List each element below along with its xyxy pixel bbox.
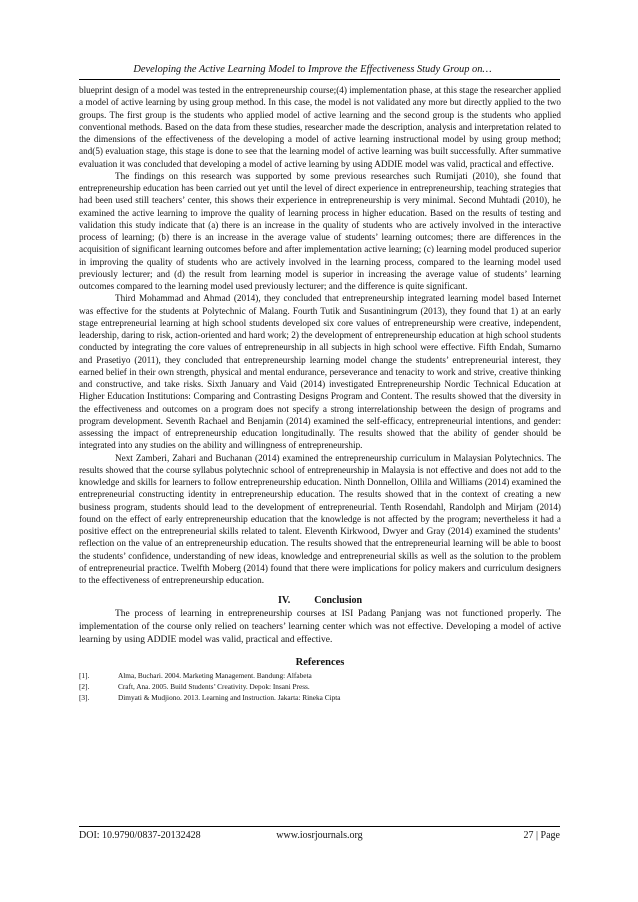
reference-text: Alma, Buchari. 2004. Marketing Management. Bandung: Alfabeta (118, 670, 312, 680)
paragraph-2: The findings on this research was supported by some previous researches such Rumijati (2010), she found that entrepreneurship education has been carried out yet until the level of direct experience in entrepreneurship, teaching strategies that had been used still teachers’ center, this shows their experience in entrepreneurship is very minimal. Second Muhtadi (2010), he examined the active learning to improve the quality of learning process in higher education. Based on the results of testing and validation this study indicate that (a) there is an increase in the quality of students who are actively involved in the interactive process of learning; (b) there is an increase in the average value of students’ learning outcomes; there are differences in the acquisition of significant learning outcomes before and after implementation active learning; (c) learning model produced superior in improving the quality of students who are actively involved in the learning process, compared to the learning model used previously lecturer; and (d) the result from learning model is superior in increasing the average value of students’ learning outcomes compared to the learning model used previously lecturer; and the difference is quite significant. (79, 170, 561, 291)
footer-rule (79, 826, 560, 827)
footer-page-number: 27 | Page (523, 830, 560, 841)
reference-item (79, 670, 561, 681)
reference-text: Dimyati & Mudjiono. 2013. Learning and Instruction. Jakarta: Rineka Cipta (118, 693, 341, 703)
reference-number: [2]. (79, 681, 90, 691)
conclusion-heading (79, 594, 561, 607)
reference-text: Craft, Ana. 2005. Build Students’ Creativity. Depok: Insani Press. (118, 681, 310, 691)
footer-website: www.iosrjournals.org (276, 830, 363, 841)
conclusion-section (79, 608, 561, 646)
section-number: IV. (277, 595, 291, 607)
paragraph-1: blueprint design of a model was tested in the entrepreneurship course;(4) implementation phase, at this stage the researcher applied a model of active learning by using group method. In this case, the model is not validated any more but directly applied to the two groups. The first group is the students who applied model of active learning and the second group is the students who applied conventional methods. Based on the data from these studies, researcher made the description, analysis and interpretation related to the dimensions of the effectiveness of the developing a model of active learning instructional model by using group method; and(5) evaluation stage, this stage is done to see that the learning model of active learning was built successfully. After summative evaluation it was concluded that developing a model of active learning by using ADDIE model was valid, practical and effective. (79, 85, 561, 169)
paragraph-4: Next Zamberi, Zahari and Buchanan (2014) examined the entrepreneurship curriculum in Malaysian Polytechnics. The results showed that the course syllabus polytechnic school of entrepreneurship in Malaysia is not effective and does not add to the knowledge and skills for learners to follow entrepreneurship education. Ninth Donnellon, Ollila and Williams (2014) examined the entrepreneurial constructing identity in entrepreneurship education. The results showed that in the context of creating a new business program, students should lead to the development of entrepreneurial. Tenth Rosendahl, Randolph and Mirjam (2014) found on the effect of early entrepreneurship education that the knowledge is not affected by the program; nevertheless it had a positive effect on the entrepreneurial skills related to talent. Eleventh Kirkwood, Dwyer and Gray (2014) examined the students’ reflection on the value of an entrepreneurship education. The results showed that the entrepreneurial learning will be able to boost the students’ confidence, understanding of new ideas, knowledge and entrepreneurial skills as well as the solution to the problem of entrepreneurial practice. Twelfth Moberg (2014) found that there were implications for policy makers and curriculum designers to the effectiveness of entrepreneurship education. (79, 452, 561, 585)
paragraph-3: Third Mohammad and Ahmad (2014), they concluded that entrepreneurship integrated learning model based Internet was effective for the students at Polytechnic of Malang. Fourth Tutik and Susantiningrum (2013), they found that 1) at an early stage entrepreneurial learning at high school students developed six core values of entrepreneurship were creative, independent, leadership, daring to risk, action-oriented and hard work; 2) the development of entrepreneurship education at high school students conducted by integrating the core values of entrepreneurship in all subjects in high school were effective. Fifth Endah, Sumarno and Prasetiyo (2011), they concluded that entrepreneurship learning model change the students’ entrepreneurial interest, they earned belief in their own strength, physical and mental endurance, perseverance and tenacity to work and strive, creative thinking and constructive, and take risks. Sixth January and Vaid (2014) investigated Entrepreneurship Nordic Technical Education at Higher Education Institutions: Comparing and Contrasting Designs Program and Content. The results showed that the diversity in the effectiveness and outcomes on a program does not specify a strong interrelationship between the design of programs and program development. Seventh Rachael and Benjamin (2014) examined the self-efficacy, entrepreneurial intentions, and gender: assessing the impact of entrepreneurship education longitudinally. The results showed that the ability of gender should be integrated into any studies on the ability and willingness of entrepreneurship. (79, 293, 561, 451)
article-body (79, 84, 561, 703)
reference-item (79, 681, 561, 692)
reference-number: [3]. (79, 693, 90, 703)
running-header: Developing the Active Learning Model to Improve the Effectiveness Study Group on… (133, 64, 492, 75)
reference-number: [1]. (79, 670, 90, 680)
header-rule (79, 79, 560, 80)
section-title: Conclusion (314, 595, 363, 607)
reference-item (79, 692, 561, 703)
references-heading: References (295, 656, 345, 668)
footer-doi: DOI: 10.9790/0837-20132428 (79, 830, 201, 841)
reference-list (79, 670, 561, 704)
conclusion-paragraph: The process of learning in entrepreneurship courses at ISI Padang Panjang was not functioned properly. The implementation of the course only relied on teachers’ learning center which was not effective. Developing a model of active learning by using ADDIE model was valid, practical and effective. (79, 609, 561, 645)
